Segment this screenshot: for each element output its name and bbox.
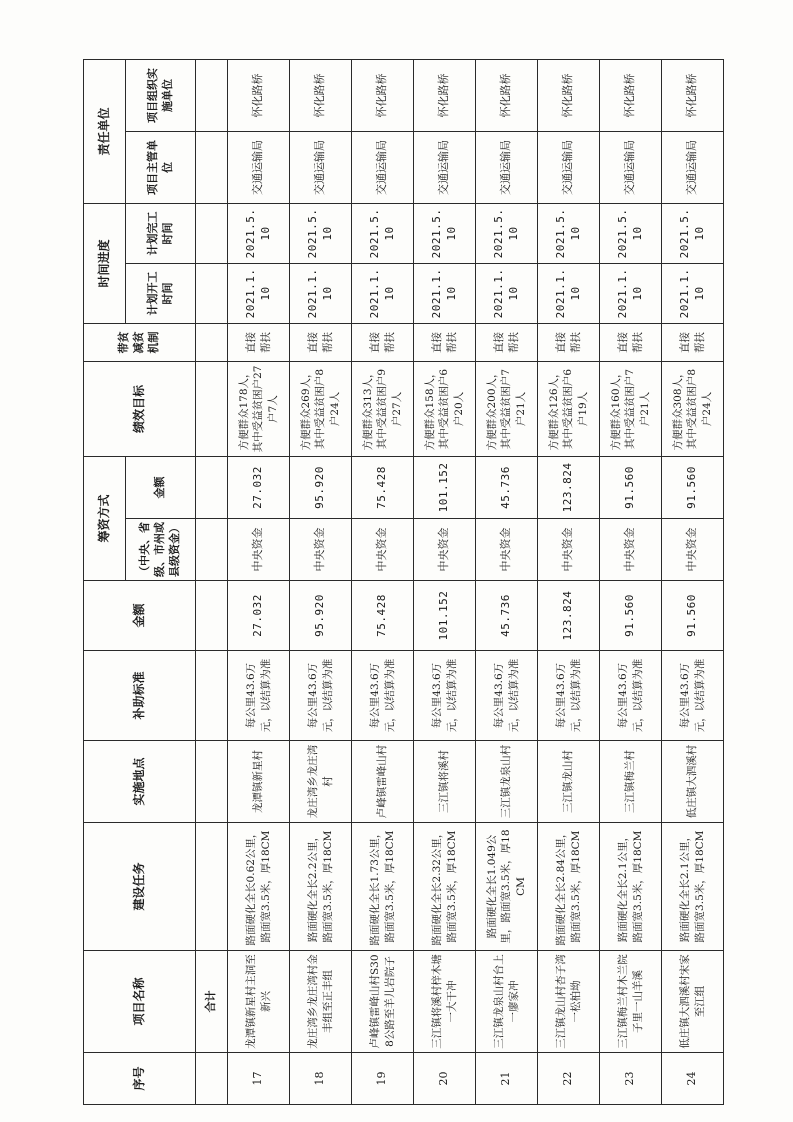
header-location: 实施地点: [84, 741, 196, 823]
subsidy-cell: 每公里43.6万元，以结算为准: [228, 651, 290, 741]
target-cell: 方便群众200人，其中受益贫困户7户21人: [476, 361, 538, 456]
location-cell: 三江镇梅兰村: [600, 741, 662, 823]
header-task: 建设任务: [84, 823, 196, 951]
start-date-cell: 2021.1.10: [538, 263, 600, 323]
start-date-cell: 2021.1.10: [600, 263, 662, 323]
target-cell: 方便群众313人，其中受益贫困户9户27人: [352, 361, 414, 456]
mechanism-cell: 直接帮扶: [352, 323, 414, 361]
project-name-cell: 三江镇梅兰村木兰院子里一山羊溪: [600, 951, 662, 1053]
header-target: 绩效目标: [84, 361, 196, 456]
header-name: 项目名称: [84, 951, 196, 1053]
header-start: 计划开工时间: [126, 263, 196, 323]
funding-amount-cell: 27.032: [228, 456, 290, 518]
amount-cell: 91.560: [662, 581, 724, 651]
supervisor-cell: 交通运输局: [538, 131, 600, 203]
task-cell: 路面硬化全长1.049公里，路面宽3.5米，厚18CM: [476, 823, 538, 951]
header-implementer: 项目组织实施单位: [126, 59, 196, 131]
supervisor-cell: 交通运输局: [600, 131, 662, 203]
header-funding: 筹资方式: [84, 456, 126, 580]
implementer-cell: 怀化路桥: [662, 59, 724, 131]
header-responsible: 责任单位: [84, 59, 126, 203]
project-name-cell: 低庄镇大泗溪村宋家至江组: [662, 951, 724, 1053]
task-cell: 路面硬化全长1.73公里，路面宽3.5米，厚18CM: [352, 823, 414, 951]
funding-source-cell: 中央资金: [476, 519, 538, 581]
start-date-cell: 2021.1.10: [476, 263, 538, 323]
end-date-cell: 2021.5.10: [538, 203, 600, 263]
subsidy-cell: 每公里43.6万元，以结算为准: [600, 651, 662, 741]
header-subsidy: 补助标准: [84, 651, 196, 741]
task-cell: 路面硬化全长2.1公里，路面宽3.5米，厚18CM: [600, 823, 662, 951]
seq-cell: 18: [290, 1053, 352, 1105]
total-cell: [196, 456, 228, 518]
end-date-cell: 2021.5.10: [600, 203, 662, 263]
seq-cell: 23: [600, 1053, 662, 1105]
amount-cell: 95.920: [290, 581, 352, 651]
table-row: [538, 59, 600, 1104]
amount-cell: 45.736: [476, 581, 538, 651]
end-date-cell: 2021.5.10: [662, 203, 724, 263]
location-cell: 低庄镇大泗溪村: [662, 741, 724, 823]
total-seq: [196, 1053, 228, 1105]
funding-amount-cell: 75.428: [352, 456, 414, 518]
supervisor-cell: 交通运输局: [662, 131, 724, 203]
mechanism-cell: 直接帮扶: [600, 323, 662, 361]
target-cell: 方便群众160人，其中受益贫困户7户21人: [600, 361, 662, 456]
funding-amount-cell: 45.736: [476, 456, 538, 518]
total-label: 合计: [196, 951, 228, 1053]
total-cell: [196, 323, 228, 361]
location-cell: 卢峰镇雷峰山村: [352, 741, 414, 823]
mechanism-cell: 直接帮扶: [290, 323, 352, 361]
end-date-cell: 2021.5.10: [290, 203, 352, 263]
seq-cell: 19: [352, 1053, 414, 1105]
location-cell: 龙庄湾乡龙庄湾村: [290, 741, 352, 823]
project-name-cell: 龙潭镇新星村主洞至新兴: [228, 951, 290, 1053]
header-funding-source: （中央、省级、市州或县级资金）: [126, 519, 196, 581]
supervisor-cell: 交通运输局: [352, 131, 414, 203]
table-row: [352, 59, 414, 1104]
project-name-cell: 三江镇将溪村梓木塘一大干冲: [414, 951, 476, 1053]
seq-cell: 24: [662, 1053, 724, 1105]
total-cell: [196, 741, 228, 823]
target-cell: 方便群众308人，其中受益贫困户8户24人: [662, 361, 724, 456]
task-cell: 路面硬化全长0.62公里，路面宽3.5米，厚18CM: [228, 823, 290, 951]
funding-amount-cell: 123.824: [538, 456, 600, 518]
funding-source-cell: 中央资金: [600, 519, 662, 581]
header-amount: 金额: [84, 581, 196, 651]
start-date-cell: 2021.1.10: [662, 263, 724, 323]
table-row: [662, 59, 724, 1104]
start-date-cell: 2021.1.10: [290, 263, 352, 323]
project-name-cell: 龙庄湾乡龙庄湾村金丰组至正丰组: [290, 951, 352, 1053]
seq-cell: 17: [228, 1053, 290, 1105]
total-cell: [196, 263, 228, 323]
total-cell: [196, 361, 228, 456]
subsidy-cell: 每公里43.6万元，以结算为准: [662, 651, 724, 741]
funding-amount-cell: 101.152: [414, 456, 476, 518]
subsidy-cell: 每公里43.6万元，以结算为准: [476, 651, 538, 741]
header-schedule: 时间进度: [84, 203, 126, 323]
seq-cell: 22: [538, 1053, 600, 1105]
table-row: [228, 59, 290, 1104]
project-name-cell: 三江镇龙泉山村台上一廖家冲: [476, 951, 538, 1053]
task-cell: 路面硬化全长2.2公里，路面宽3.5米，厚18CM: [290, 823, 352, 951]
end-date-cell: 2021.5.10: [476, 203, 538, 263]
implementer-cell: 怀化路桥: [352, 59, 414, 131]
total-cell: [196, 519, 228, 581]
total-cell: [196, 823, 228, 951]
funding-source-cell: 中央资金: [662, 519, 724, 581]
location-cell: 三江镇将溪村: [414, 741, 476, 823]
subsidy-cell: 每公里43.6万元，以结算为准: [414, 651, 476, 741]
start-date-cell: 2021.1.10: [352, 263, 414, 323]
seq-cell: 21: [476, 1053, 538, 1105]
task-cell: 路面硬化全长2.32公里，路面宽3.5米，厚18CM: [414, 823, 476, 951]
funding-source-cell: 中央资金: [352, 519, 414, 581]
mechanism-cell: 直接帮扶: [476, 323, 538, 361]
amount-cell: 123.824: [538, 581, 600, 651]
header-funding-amount: 金额: [126, 456, 196, 518]
table-row: [600, 59, 662, 1104]
implementer-cell: 怀化路桥: [290, 59, 352, 131]
supervisor-cell: 交通运输局: [228, 131, 290, 203]
mechanism-cell: 直接帮扶: [538, 323, 600, 361]
mechanism-cell: 直接帮扶: [228, 323, 290, 361]
location-cell: 龙潭镇新星村: [228, 741, 290, 823]
implementer-cell: 怀化路桥: [538, 59, 600, 131]
funding-amount-cell: 95.920: [290, 456, 352, 518]
project-name-cell: 卢峰镇雷峰山村S308公路至羊儿岩院子: [352, 951, 414, 1053]
rotated-table-container: [83, 60, 723, 1105]
funding-amount-cell: 91.560: [600, 456, 662, 518]
total-cell: [196, 581, 228, 651]
start-date-cell: 2021.1.10: [228, 263, 290, 323]
target-cell: 方便群众158人，其中受益贫困户6户20人: [414, 361, 476, 456]
end-date-cell: 2021.5.10: [414, 203, 476, 263]
total-cell: [196, 131, 228, 203]
supervisor-cell: 交通运输局: [290, 131, 352, 203]
supervisor-cell: 交通运输局: [476, 131, 538, 203]
project-name-cell: 三江镇龙山村杏子湾一松柏坳: [538, 951, 600, 1053]
target-cell: 方便群众126人，其中受益贫困户6户19人: [538, 361, 600, 456]
table-row: [476, 59, 538, 1104]
task-cell: 路面硬化全长2.84公里，路面宽3.5米，厚18CM: [538, 823, 600, 951]
amount-cell: 27.032: [228, 581, 290, 651]
subsidy-cell: 每公里43.6万元，以结算为准: [352, 651, 414, 741]
end-date-cell: 2021.5.10: [352, 203, 414, 263]
amount-cell: 75.428: [352, 581, 414, 651]
total-cell: [196, 203, 228, 263]
total-cell: [196, 59, 228, 131]
task-cell: 路面硬化全长2.1公里，路面宽3.5米，厚18CM: [662, 823, 724, 951]
implementer-cell: 怀化路桥: [600, 59, 662, 131]
header-supervisor: 项目主管单位: [126, 131, 196, 203]
total-cell: [196, 651, 228, 741]
implementer-cell: 怀化路桥: [414, 59, 476, 131]
target-cell: 方便群众178人，其中受益贫困户27户7人: [228, 361, 290, 456]
target-cell: 方便群众269人，其中受益贫困户8户24人: [290, 361, 352, 456]
subsidy-cell: 每公里43.6万元，以结算为准: [538, 651, 600, 741]
table-row: [290, 59, 352, 1104]
supervisor-cell: 交通运输局: [414, 131, 476, 203]
project-table: [83, 59, 724, 1105]
funding-source-cell: 中央资金: [414, 519, 476, 581]
total-row: [196, 59, 228, 1104]
implementer-cell: 怀化路桥: [476, 59, 538, 131]
end-date-cell: 2021.5.10: [228, 203, 290, 263]
amount-cell: 101.152: [414, 581, 476, 651]
funding-source-cell: 中央资金: [538, 519, 600, 581]
location-cell: 三江镇龙山村: [538, 741, 600, 823]
seq-cell: 20: [414, 1053, 476, 1105]
start-date-cell: 2021.1.10: [414, 263, 476, 323]
implementer-cell: 怀化路桥: [228, 59, 290, 131]
funding-amount-cell: 91.560: [662, 456, 724, 518]
header-mechanism: 带贫减贫机制: [84, 323, 196, 361]
funding-source-cell: 中央资金: [290, 519, 352, 581]
location-cell: 三江镇龙泉山村: [476, 741, 538, 823]
subsidy-cell: 每公里43.6万元，以结算为准: [290, 651, 352, 741]
mechanism-cell: 直接帮扶: [414, 323, 476, 361]
funding-source-cell: 中央资金: [228, 519, 290, 581]
table-row: [414, 59, 476, 1104]
header-seq: 序号: [84, 1053, 196, 1105]
mechanism-cell: 直接帮扶: [662, 323, 724, 361]
header-end: 计划完工时间: [126, 203, 196, 263]
amount-cell: 91.560: [600, 581, 662, 651]
